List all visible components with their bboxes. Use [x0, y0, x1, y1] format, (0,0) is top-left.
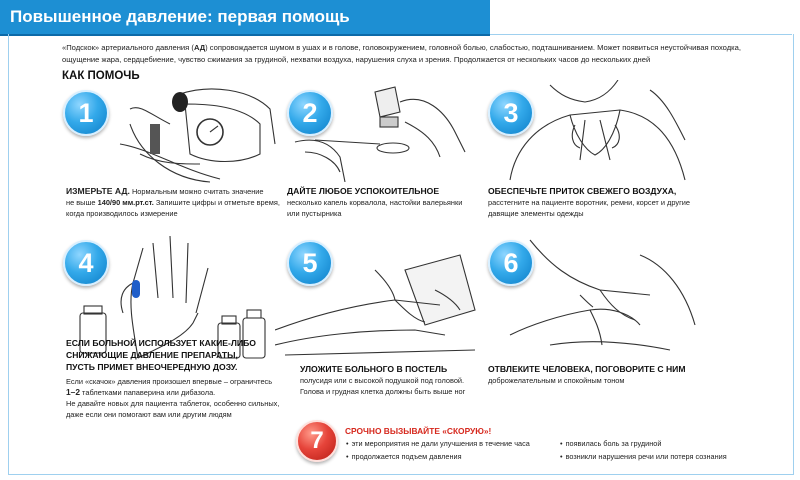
intro-paragraph — [62, 42, 752, 66]
step-5-line2: полусидя или с высокой подушкой под головой. — [300, 376, 465, 385]
ambulance-reason-2: • продолжается подъем давления — [346, 452, 462, 461]
step-1-number: 1 — [78, 97, 94, 128]
blood-pressure-monitor-illustration — [110, 84, 280, 184]
step-6-line2: доброжелательным и спокойным тоном — [488, 376, 625, 385]
step-2-number: 2 — [302, 97, 318, 128]
intro-abbr: АД — [193, 43, 206, 52]
step-4-line2-text: таблетками папаверина или дибазола. — [82, 388, 216, 397]
step-5-line3: Голова и грудная клетка должны быть выше ног — [300, 387, 466, 396]
frame-top-line — [490, 34, 792, 35]
step-7-number: 7 — [310, 427, 324, 454]
step-1-line2 — [66, 197, 280, 208]
step-2-line3: или пустырника — [287, 209, 342, 218]
step-5-title: УЛОЖИТЕ БОЛЬНОГО В ПОСТЕЛЬ — [300, 364, 448, 374]
page-header — [0, 0, 490, 36]
step-4-dose: 1–2 — [66, 387, 80, 397]
step-3-line3: давящие элементы одежды — [488, 209, 584, 218]
step-6-title: ОТВЛЕКИТЕ ЧЕЛОВЕКА, ПОГОВОРИТЕ С НИМ — [488, 364, 686, 374]
step-4-line4: даже если они помогают вам или другим людям — [66, 410, 232, 419]
step-3-title: ОБЕСПЕЧЬТЕ ПРИТОК СВЕЖЕГО ВОЗДУХА, — [488, 186, 677, 196]
step-4-line3: Не давайте новых для пациента таблеток, особенно сильных, — [66, 399, 280, 408]
holding-hands-illustration — [490, 235, 705, 360]
step-3-line2: расстегните на пациенте воротник, ремни, корсет и другие — [488, 198, 691, 207]
step-5-number: 5 — [302, 247, 318, 278]
step-6-number: 6 — [503, 247, 519, 278]
step-1-line1 — [66, 186, 264, 197]
ambulance-reason-4: • возникли нарушения речи или потеря сознания — [560, 452, 727, 461]
spoon-and-bottle-illustration — [285, 82, 475, 182]
loosening-collar-illustration — [490, 80, 700, 185]
page-title: Повышенное давление: первая помощь — [10, 7, 350, 26]
step-3-number: 3 — [503, 97, 519, 128]
ambulance-reason-3: • появилась боль за грудиной — [560, 439, 661, 448]
lying-patient-illustration — [275, 247, 485, 360]
call-ambulance-title: СРОЧНО ВЫЗЫВАЙТЕ «СКОРУЮ»! — [345, 426, 492, 436]
step-4-title-line1: ЕСЛИ БОЛЬНОЙ ИСПОЛЬЗУЕТ КАКИЕ-ЛИБО — [66, 338, 256, 348]
step-1-number-badge — [63, 90, 109, 136]
step-7-number-badge — [296, 420, 338, 462]
step-4-title-line3: ПУСТЬ ПРИМЕТ ВНЕОЧЕРЕДНУЮ ДОЗУ. — [66, 362, 238, 372]
ambulance-reason-1: • эти мероприятия не дали улучшения в течение часа — [346, 439, 530, 448]
how-to-help-heading: КАК ПОМОЧЬ — [62, 70, 140, 82]
intro-text-after: ) сопровождается шумом в ушах и в голове, головокружением, головной болью, слабостью, подташниванием. Может появиться неустойчивая походка, ощущение жара, сердцебиение, чувство сжимания за грудиной, нехватки воздуха, нарушения слуха и зрения. Продолжается от нескольких часов до нескольких дней — [62, 43, 741, 64]
step-1-title: ИЗМЕРЬТЕ АД. — [66, 186, 130, 196]
step-2-title: ДАЙТЕ ЛЮБОЕ УСПОКОИТЕЛЬНОЕ — [287, 186, 440, 196]
step-4-title-line2: СНИЖАЮЩИЕ ДАВЛЕНИЕ ПРЕПАРАТЫ, — [66, 350, 238, 360]
step-4-number: 4 — [78, 247, 94, 278]
step-1-inline-text: Нормальным можно считать значение — [131, 187, 264, 196]
intro-text-before: «Подскок» артериального давления ( — [62, 43, 194, 52]
step-1-line2-c: Запишите цифры и отметьте время, — [155, 198, 280, 207]
step-4-line1: Если «скачок» давления произошел впервые – ограничтесь — [66, 377, 273, 386]
step-1-line2-a: не выше — [66, 198, 96, 207]
step-2-line2: несколько капель корвалола, настойки валерьянки — [287, 198, 463, 207]
step-4-line2 — [66, 387, 215, 398]
step-1-line3: когда производилось измерение — [66, 209, 178, 218]
step-1-line2-value: 140/90 мм.рт.ст. — [97, 198, 154, 207]
